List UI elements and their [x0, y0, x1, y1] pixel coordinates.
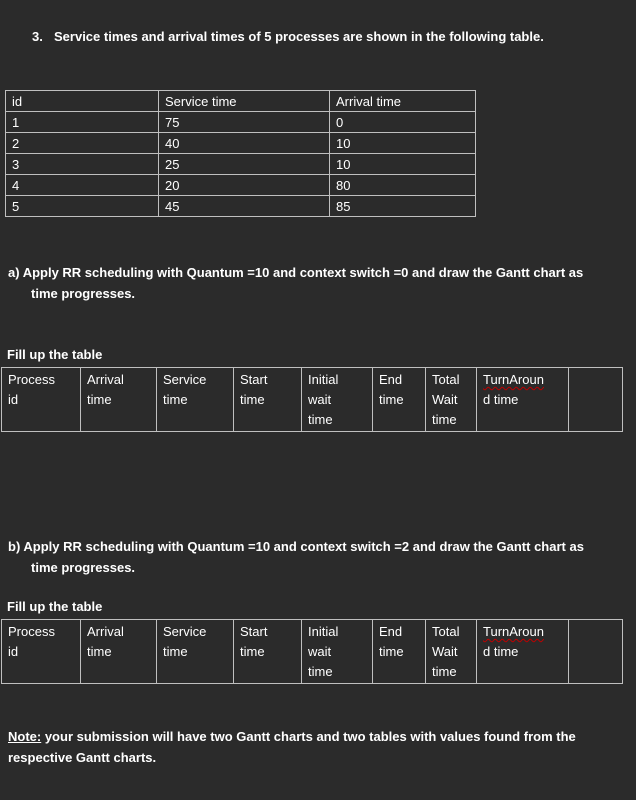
header-line: Wait [432, 392, 458, 407]
cell-service-time: 20 [159, 175, 330, 196]
header-arrival-time [81, 620, 157, 684]
header-line: Process [8, 372, 55, 387]
header-line: time [240, 644, 265, 659]
header-arrival-time: Arrival time [330, 91, 476, 112]
note-text: your submission will have two Gantt charts and two tables with values found from the [41, 729, 576, 744]
header-line: time [379, 644, 404, 659]
part-b-instruction: b) Apply RR scheduling with Quantum =10 and context switch =2 and draw the Gantt chart as [8, 539, 584, 554]
process-table [5, 90, 476, 217]
header-line: id [8, 392, 19, 407]
header-line: TurnAroun [483, 624, 544, 639]
header-line: wait [308, 392, 332, 407]
header-service-time: Service time [159, 91, 330, 112]
fill-table-a [1, 367, 623, 432]
cell-arrival-time: 10 [330, 133, 476, 154]
header-initial-wait-time [302, 620, 373, 684]
note-label: Note: [8, 729, 42, 744]
header-line: time [163, 644, 188, 659]
table-header-row [6, 91, 476, 112]
header-line: wait [308, 644, 332, 659]
table-row [6, 154, 476, 175]
header-line: time [432, 412, 457, 427]
header-service-time [157, 368, 234, 432]
header-total-wait-time [426, 368, 477, 432]
header-line: Total [432, 372, 460, 387]
header-end-time [373, 620, 426, 684]
cell-arrival-time: 0 [330, 112, 476, 133]
part-b-instruction-cont: time progresses. [31, 560, 136, 575]
cell-id: 4 [6, 175, 159, 196]
header-turnaround-time [477, 368, 569, 432]
header-line: Start [240, 624, 268, 639]
cell-id: 2 [6, 133, 159, 154]
header-line: Initial [308, 372, 339, 387]
fill-label-b: Fill up the table [7, 599, 103, 614]
header-id: id [6, 91, 159, 112]
header-line: time [87, 392, 112, 407]
header-line: Arrival [87, 372, 124, 387]
header-process-id [2, 620, 81, 684]
cell-arrival-time: 85 [330, 196, 476, 217]
cell-service-time: 75 [159, 112, 330, 133]
header-line: time [308, 664, 333, 679]
header-total-wait-time [426, 620, 477, 684]
header-turnaround-time [477, 620, 569, 684]
header-line: Total [432, 624, 460, 639]
header-line: TurnAroun [483, 372, 544, 387]
cell-id: 5 [6, 196, 159, 217]
empty-cell [569, 368, 623, 432]
header-line: time [379, 392, 404, 407]
header-initial-wait-time [302, 368, 373, 432]
table-row [6, 133, 476, 154]
header-line: d time [483, 644, 519, 659]
header-line: d time [483, 392, 519, 407]
cell-arrival-time: 80 [330, 175, 476, 196]
note [8, 729, 576, 744]
table-row [6, 196, 476, 217]
table-row [6, 112, 476, 133]
header-line: Service [163, 372, 207, 387]
header-arrival-time [81, 368, 157, 432]
header-line: id [8, 644, 19, 659]
cell-id: 3 [6, 154, 159, 175]
part-a-instruction-cont: time progresses. [31, 286, 136, 301]
table-header-row [2, 368, 623, 432]
note-text-cont: respective Gantt charts. [8, 750, 157, 765]
header-line: Start [240, 372, 268, 387]
header-line: Wait [432, 644, 458, 659]
header-line: time [308, 412, 333, 427]
cell-id: 1 [6, 112, 159, 133]
header-line: Arrival [87, 624, 124, 639]
table-row [6, 175, 476, 196]
cell-arrival-time: 10 [330, 154, 476, 175]
header-line: Initial [308, 624, 339, 639]
fill-label-a: Fill up the table [7, 347, 103, 362]
part-a-instruction: a) Apply RR scheduling with Quantum =10 and context switch =0 and draw the Gantt chart as [8, 265, 584, 280]
header-line: End [379, 624, 403, 639]
header-line: Service [163, 624, 207, 639]
cell-service-time: 45 [159, 196, 330, 217]
question-number: 3. [32, 29, 43, 44]
header-start-time [234, 368, 302, 432]
header-end-time [373, 368, 426, 432]
header-process-id [2, 368, 81, 432]
header-start-time [234, 620, 302, 684]
table-header-row [2, 620, 623, 684]
empty-cell [569, 620, 623, 684]
fill-table-b [1, 619, 623, 684]
header-line: time [240, 392, 265, 407]
header-line: End [379, 372, 403, 387]
header-service-time [157, 620, 234, 684]
header-line: time [432, 664, 457, 679]
cell-service-time: 25 [159, 154, 330, 175]
header-line: Process [8, 624, 55, 639]
cell-service-time: 40 [159, 133, 330, 154]
header-line: time [87, 644, 112, 659]
question-text: Service times and arrival times of 5 processes are shown in the following table. [54, 29, 544, 44]
header-line: time [163, 392, 188, 407]
